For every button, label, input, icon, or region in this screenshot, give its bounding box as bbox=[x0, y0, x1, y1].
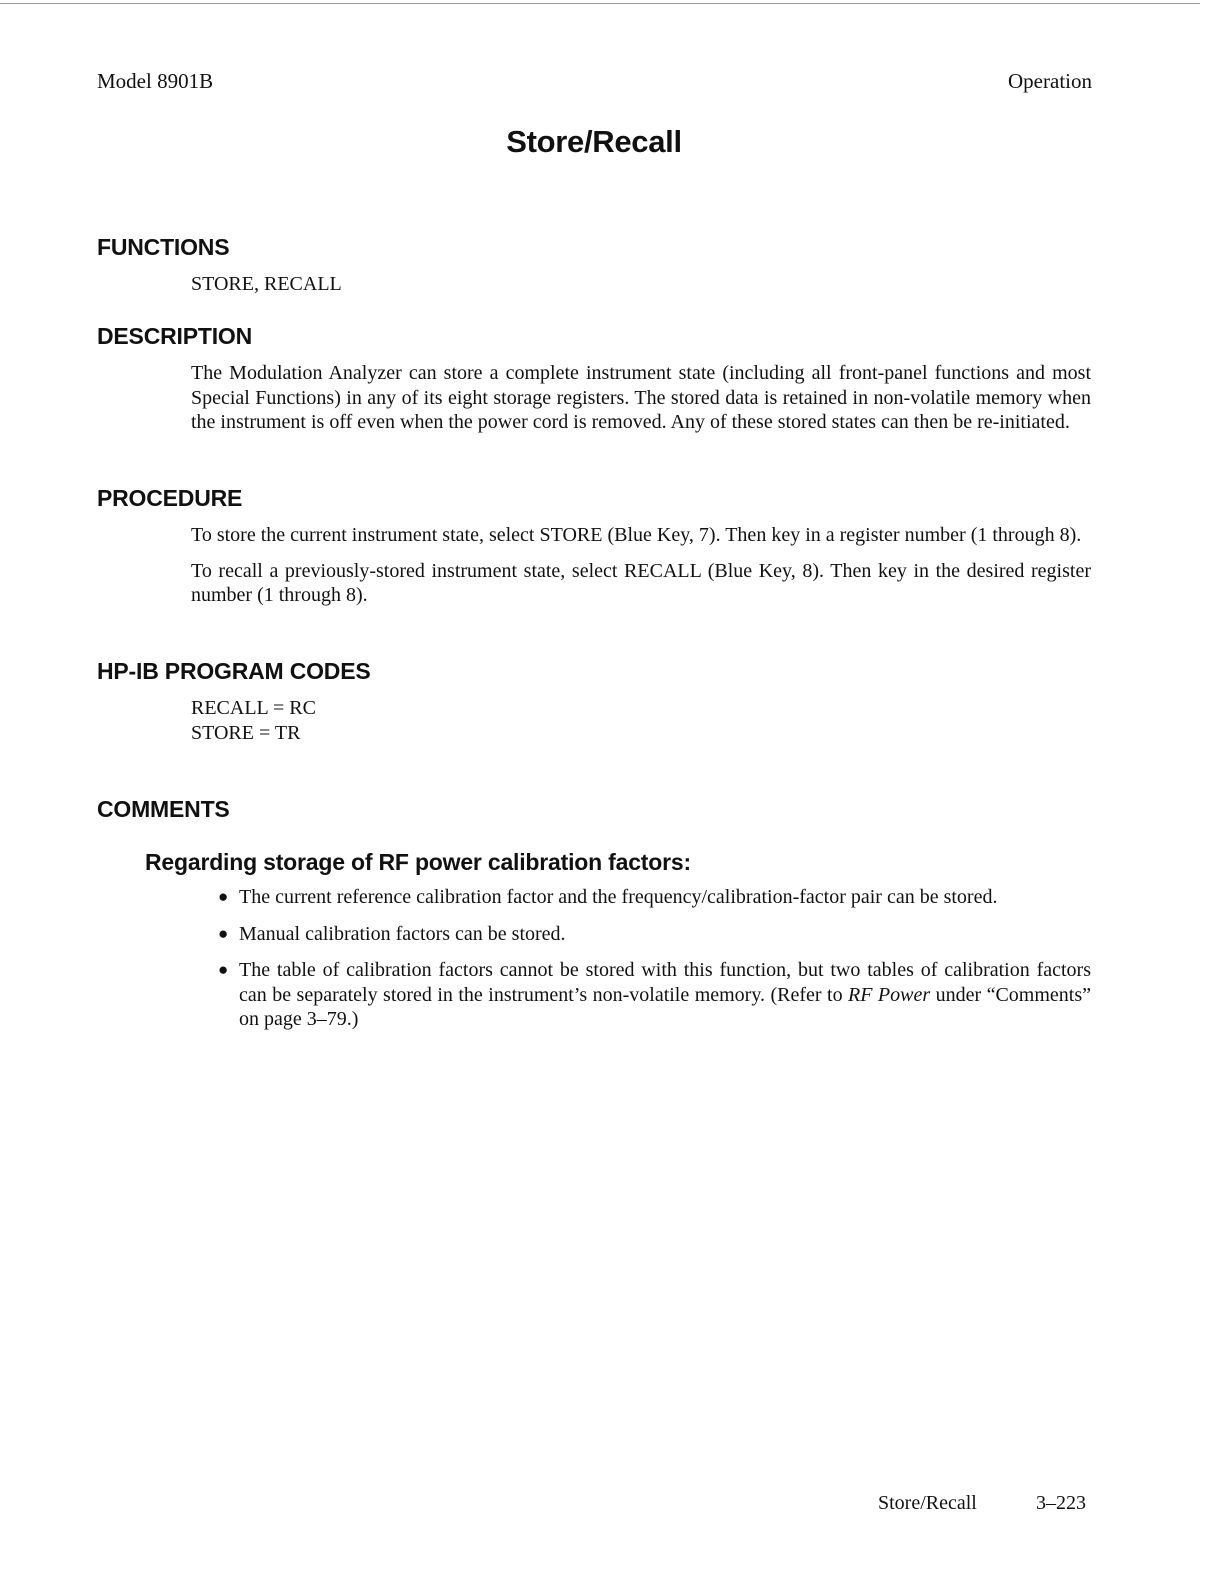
page-number: 3–223 bbox=[1036, 1492, 1086, 1514]
comments-heading: COMMENTS bbox=[97, 796, 230, 822]
functions-heading: FUNCTIONS bbox=[97, 234, 230, 260]
description-body bbox=[191, 361, 1091, 435]
comments-subheading: Regarding storage of RF power calibration factors: bbox=[145, 849, 691, 875]
procedure-body bbox=[191, 523, 1091, 608]
program-code-store: STORE = TR bbox=[191, 721, 301, 744]
list-item bbox=[217, 885, 1091, 910]
bullet-text: Manual calibration factors can be stored. bbox=[239, 922, 566, 945]
procedure-recall-text: To recall a previously-stored instrument state, select RECALL (Blue Key, 8). Then key in the desired register number (1 through 8). bbox=[191, 559, 1091, 606]
rf-power-reference: RF Power bbox=[848, 983, 931, 1006]
procedure-heading: PROCEDURE bbox=[97, 485, 243, 511]
list-item bbox=[217, 958, 1091, 1032]
footer-section-title: Store/Recall bbox=[878, 1492, 977, 1514]
procedure-store-text: To store the current instrument state, select STORE (Blue Key, 7). Then key in a register number (1 through 8). bbox=[191, 524, 1082, 546]
description-heading: DESCRIPTION bbox=[97, 323, 252, 349]
running-header-model: Model 8901B bbox=[97, 69, 214, 93]
top-rule bbox=[0, 3, 1200, 4]
bullet-text: The current reference calibration factor and the frequency/calibration-factor pair can be stored. bbox=[239, 886, 998, 908]
functions-text: STORE, RECALL bbox=[191, 273, 342, 295]
bullet-text-end: under “Comments” on page 3–79.) bbox=[239, 983, 1092, 1030]
program-code-recall: RECALL = RC bbox=[191, 697, 316, 719]
list-item bbox=[217, 922, 1091, 947]
comments-bullet-list bbox=[217, 885, 1091, 1044]
running-header-section: Operation bbox=[1008, 69, 1092, 93]
page-title: Store/Recall bbox=[506, 124, 682, 159]
program-codes-heading: HP-IB PROGRAM CODES bbox=[97, 658, 371, 684]
bullet-icon: ● bbox=[218, 923, 229, 943]
program-codes-list bbox=[191, 696, 1091, 745]
bullet-icon: ● bbox=[218, 960, 229, 979]
description-text: The Modulation Analyzer can store a complete instrument state (including all front-panel functions and most Special Functions) in any of its eight storage registers. The stored data is retained in non-volatile memory when the instrument is off even when the power cord is removed. Any of these stored states can then be re-initiated. bbox=[191, 362, 1091, 433]
bullet-icon: ● bbox=[218, 887, 229, 906]
bullet-text-start: The table of calibration factors cannot be stored with this function, but two tables of calibration factors can be separately stored in the instrument’s non-volatile memory. (Refer to bbox=[239, 959, 1091, 1006]
bullet-text bbox=[239, 959, 1091, 1030]
